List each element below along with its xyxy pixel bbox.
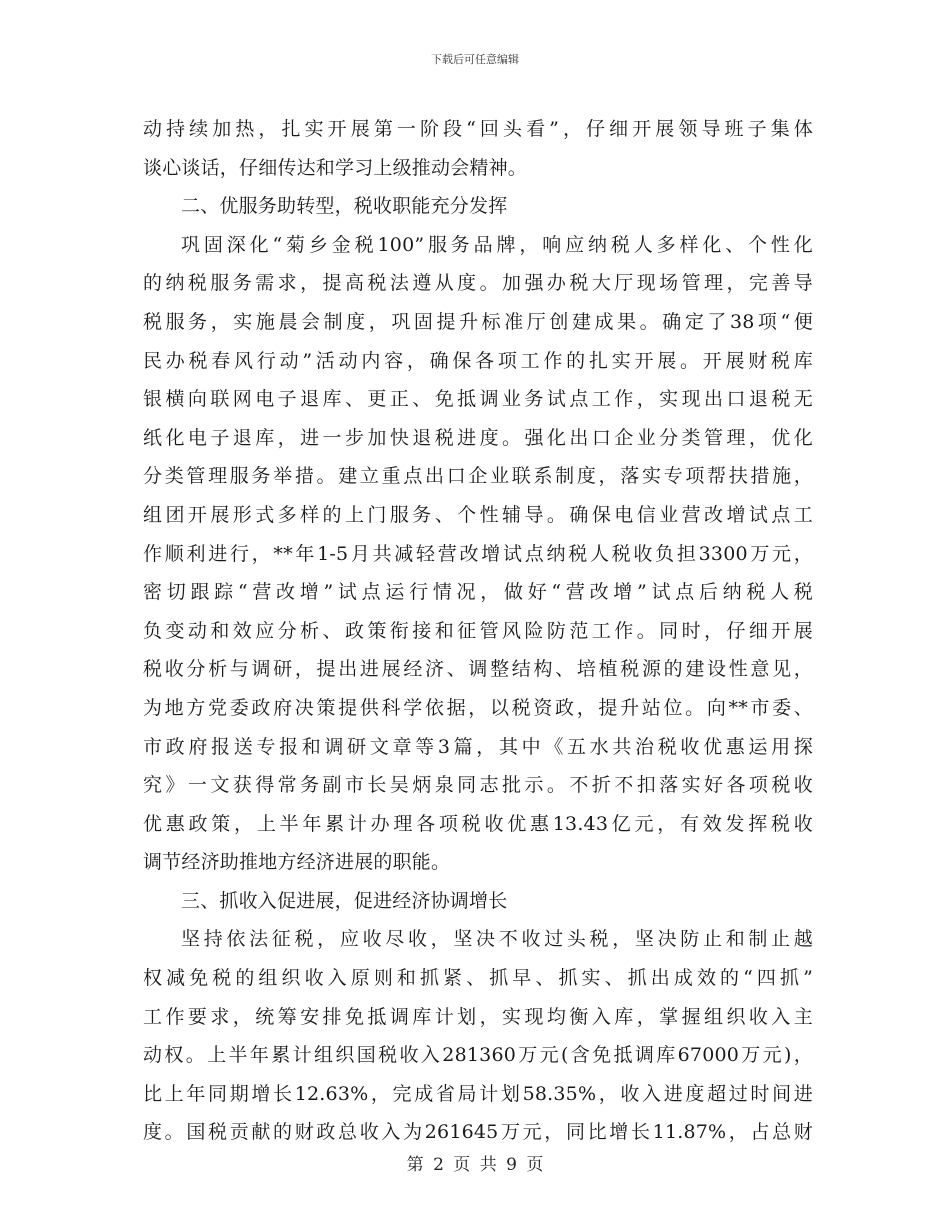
text-line: 谈心谈话，仔细传达和学习上级推动会精神。 (143, 156, 528, 179)
document-body (143, 110, 813, 1152)
text-line: 负变动和效应分析、政策衔接和征管风险防范工作。同时，仔细开展 (143, 619, 813, 642)
text-line: 调节经济助推地方经济进展的职能。 (143, 851, 451, 874)
section-heading: 二、优服务助转型，税收职能充分发挥 (181, 195, 508, 218)
text-line: 度。国税贡献的财政总收入为261645万元，同比增长11.87%，占总财 (143, 1121, 813, 1144)
text-line: 为地方党委政府决策提供科学依据，以税资政，提升站位。向**市委、 (143, 696, 813, 719)
text-line: 税服务，实施晨会制度，巩固提升标准厅创建成果。确定了38项“便 (143, 310, 813, 333)
text-line: 纸化电子退库，进一步加快退税进度。强化出口企业分类管理，优化 (143, 426, 813, 449)
text-line: 市政府报送专报和调研文章等3篇，其中《五水共治税收优惠运用探 (143, 735, 813, 758)
text-line: 税收分析与调研，提出进展经济、调整结构、培植税源的建设性意见， (143, 658, 813, 681)
text-line: 优惠政策，上半年累计办理各项税收优惠13.43亿元，有效发挥税收 (143, 812, 813, 835)
text-line: 巩固深化“菊乡金税100”服务品牌，响应纳税人多样化、个性化 (181, 233, 813, 256)
text-line: 作顺利进行，**年1-5月共减轻营改增试点纳税人税收负担3300万元， (143, 542, 813, 565)
page-footer: 第 2 页 共 9 页 (406, 1155, 544, 1175)
header-note: 下载后可任意编辑 (431, 53, 519, 66)
text-line: 权减免税的组织收入原则和抓紧、抓早、抓实、抓出成效的“四抓” (143, 967, 813, 990)
text-line: 银横向联网电子退库、更正、免抵调业务试点工作，实现出口退税无 (143, 388, 813, 411)
text-line: 动持续加热，扎实开展第一阶段“回头看”，仔细开展领导班子集体 (143, 118, 813, 140)
text-line: 密切跟踪“营改增”试点运行情况，做好“营改增”试点后纳税人税 (143, 581, 813, 604)
text-line: 坚持依法征税，应收尽收，坚决不收过头税，坚决防止和制止越 (181, 928, 813, 951)
text-line: 组团开展形式多样的上门服务、个性辅导。确保电信业营改增试点工 (143, 503, 813, 526)
text-line: 工作要求，统筹安排免抵调库计划，实现均衡入库，掌握组织收入主 (143, 1005, 813, 1028)
text-line: 民办税春风行动”活动内容，确保各项工作的扎实开展。开展财税库 (143, 349, 813, 372)
text-line: 分类管理服务举措。建立重点出口企业联系制度，落实专项帮扶措施， (143, 465, 813, 488)
section-heading: 三、抓收入促进展，促进经济协调增长 (181, 889, 508, 912)
text-line: 究》一文获得常务副市长吴炳泉同志批示。不折不扣落实好各项税收 (143, 774, 813, 797)
text-line: 的纳税服务需求，提高税法遵从度。加强办税大厅现场管理，完善导 (143, 272, 813, 295)
text-line: 动权。上半年累计组织国税收入281360万元(含免抵调库67000万元)， (143, 1044, 813, 1067)
text-line: 比上年同期增长12.63%，完成省局计划58.35%，收入进度超过时间进 (143, 1082, 813, 1105)
